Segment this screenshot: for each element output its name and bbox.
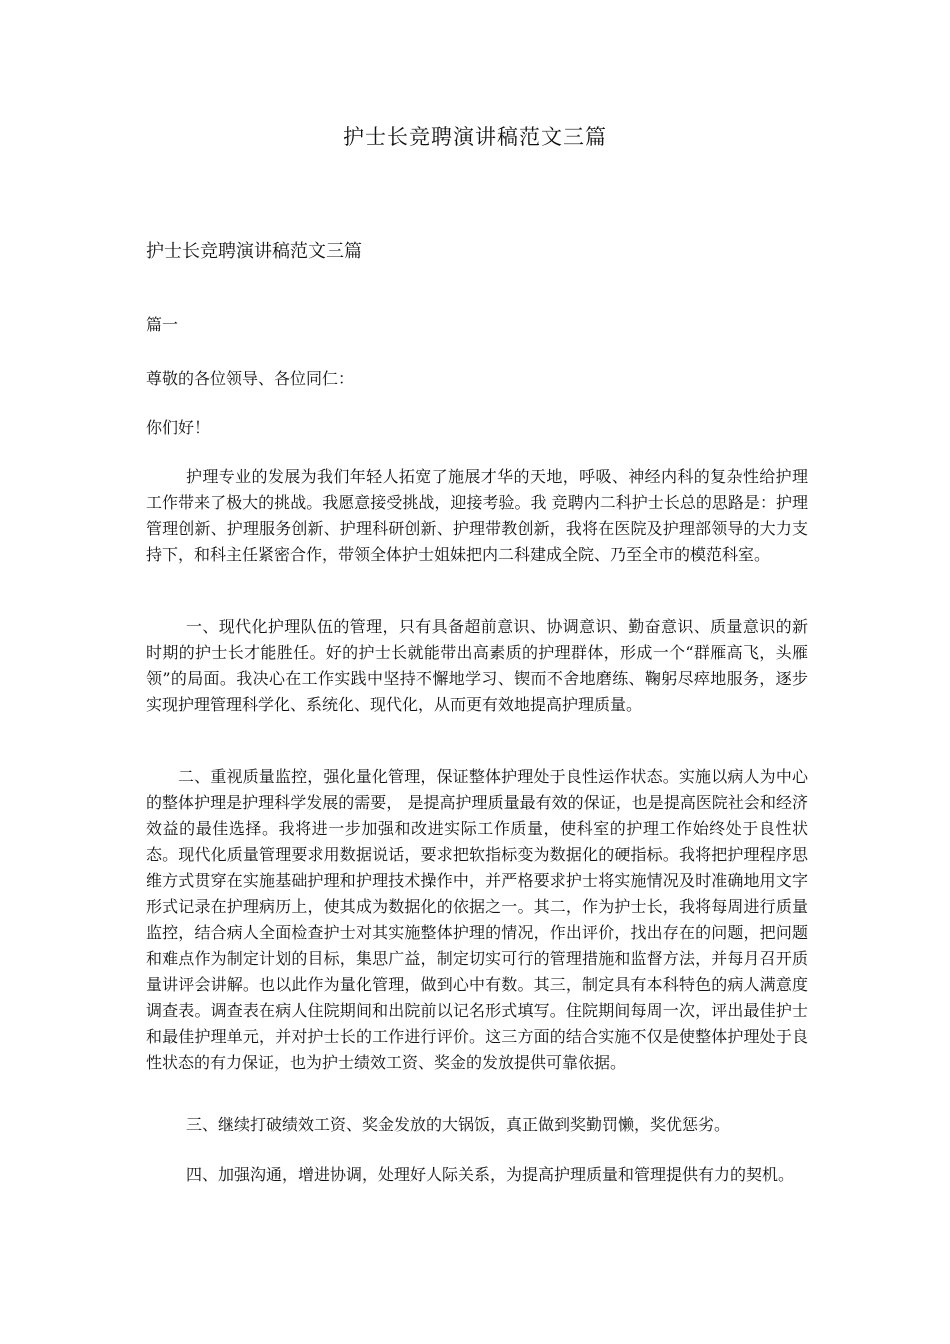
greeting: 你们好！	[146, 418, 211, 437]
paragraph-point-three: 三、继续打破绩效工资、奖金发放的大锅饭，真正做到奖勤罚懒，奖优惩劣。	[186, 1115, 731, 1134]
paragraph-point-two: 二、重视质量监控，强化量化管理，保证整体护理处于良性运作状态。实施以病人为中心的整体护理是护理科学发展的需要， 是提高护理质量最有效的保证，也是提高医院社会和经济效益的最佳选择。我将进一步加强和改进实际工作质量，使科室的护理工作始终处于良性状态。现代化质量管理要求用数据说话，要求把软指标变为数据化的硬指标。我将把护理程序思维方式贯穿在实施基础护理和护理技术操作中，并严格要求护士将实施情况及时准确地用文字形式记录在护理病历上，使其成为数据化的依据之一。其二，作为护士长，我将每周进行质量监控，结合病人全面检查护士对其实施整体护理的情况，作出评价，找出存在的问题，把问题和难点作为制定计划的目标，集思广益，制定切实可行的管理措施和监督方法，并每月召开质量讲评会讲解。也以此作为量化管理，做到心中有数。其三，制定具有本科特色的病人满意度调查表。调查表在病人住院期间和出院前以记名形式填写。住院期间每周一次，评出最佳护士和最佳护理单元，并对护士长的工作进行评价。这三方面的结合实施不仅是使整体护理处于良性状态的有力保证，也为护士绩效工资、奖金的发放提供可靠依据。	[146, 767, 808, 1072]
document-title: 护士长竞聘演讲稿范文三篇	[343, 125, 607, 149]
salutation: 尊敬的各位领导、各位同仁：	[146, 369, 355, 388]
paragraph-point-four: 四、加强沟通，增进协调，处理好人际关系，为提高护理质量和管理提供有力的契机。	[186, 1165, 795, 1184]
document-subtitle: 护士长竞聘演讲稿范文三篇	[146, 241, 362, 262]
paragraph-intro: 护理专业的发展为我们年轻人拓宽了施展才华的天地，呼吸、神经内科的复杂性给护理工作带来了极大的挑战。我愿意接受挑战，迎接考验。我 竞聘内二科护士长总的思路是：护理管理创新、护理服务创新、护理科研创新、护理带教创新，我将在医院及护理部领导的大力支持下，和科主任紧密合作，带领全体护士姐妹把内二科建成全院、乃至全市的模范科室。	[146, 467, 808, 564]
paragraph-point-one: 一、现代化护理队伍的管理，只有具备超前意识、协调意识、勤奋意识、质量意识的新时期的护士长才能胜任。好的护士长就能带出高素质的护理群体，形成一个“群雁高飞，头雁领”的局面。我决心在工作实践中坚持不懈地学习、锲而不舍地磨练、鞠躬尽瘁地服务，逐步实现护理管理科学化、系统化、现代化，从而更有效地提高护理质量。	[146, 617, 808, 714]
section-label: 篇一	[146, 315, 179, 334]
